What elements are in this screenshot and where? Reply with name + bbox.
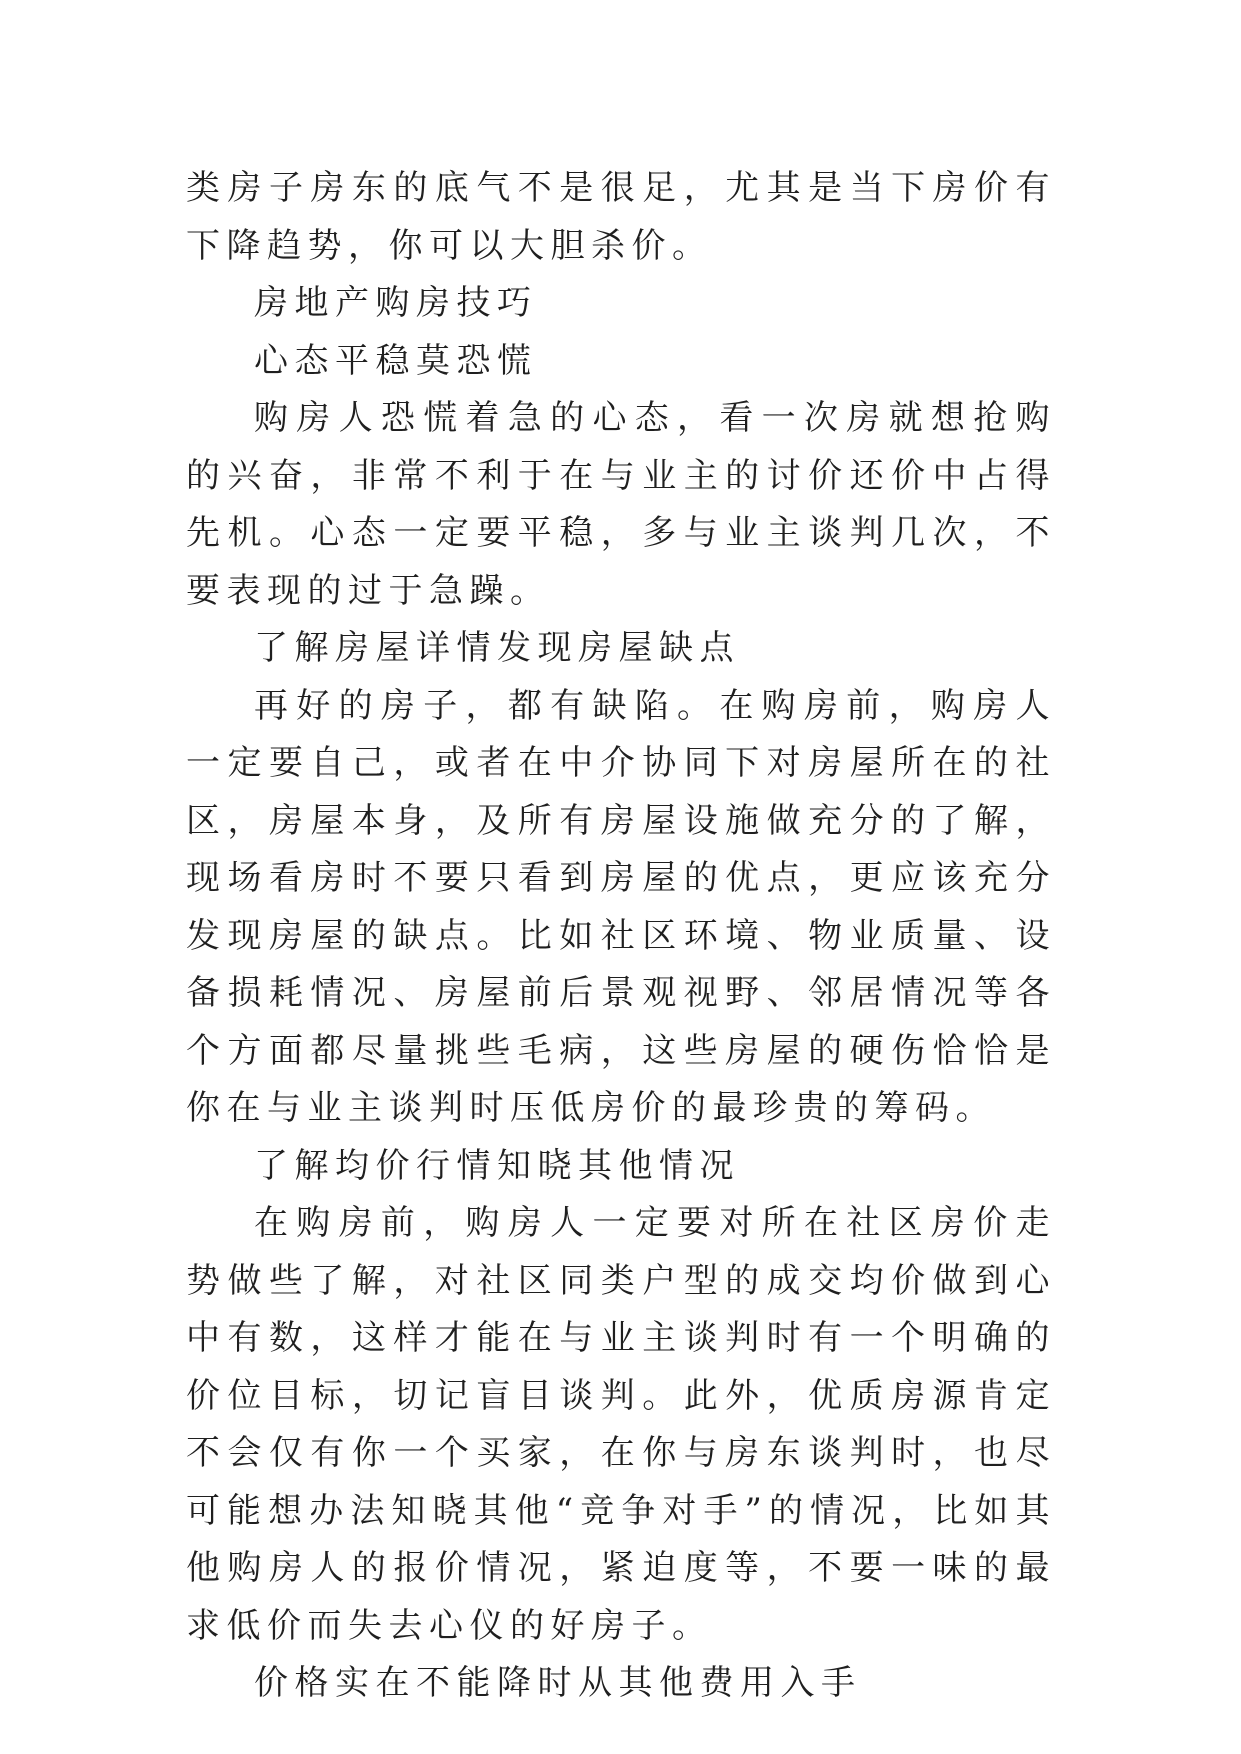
subheading-find-defects: 了解房屋详情发现房屋缺点 (254, 628, 740, 668)
document-body (186, 160, 1056, 1713)
subheading-market-prices: 了解均价行情知晓其他情况 (254, 1145, 740, 1186)
heading-home-buying-tips: 房地产购房技巧 (254, 283, 538, 323)
paragraph-find-defects: 再好的房子，都有缺陷。在购房前，购房人一定要自己，或者在中介协同下对房屋所在的社区，房屋本身，及所有房屋设施做充分的了解，现场看房时不要只看到房屋的优点，更应该充分发现房屋的缺点。比如社区环境、物业质量、设备损耗情况、房屋前后景观视野、邻居情况等各个方面都尽量挑些毛病，这些房屋的硬伤恰恰是你在与业主谈判时压低房价的最珍贵的筹码。 (186, 685, 1056, 1128)
paragraph-continuation: 类房子房东的底气不是很足，尤其是当下房价有下降趋势，你可以大胆杀价。 (186, 168, 1056, 266)
subheading-stay-calm: 心态平稳莫恐慌 (254, 340, 538, 381)
subheading-other-fees: 价格实在不能降时从其他费用入手 (254, 1663, 862, 1703)
paragraph-market-prices: 在购房前，购房人一定要对所在社区房价走势做些了解，对社区同类户型的成交均价做到心中有数，这样才能在与业主谈判时有一个明确的价位目标，切记盲目谈判。此外，优质房源肯定不会仅有你一个买家，在你与房东谈判时，也尽可能想办法知晓其他“竞争对手”的情况，比如其他购房人的报价情况，紧迫度等，不要一味的最求低价而失去心仪的好房子。 (186, 1203, 1056, 1646)
paragraph-stay-calm: 购房人恐慌着急的心态，看一次房就想抢购的兴奋，非常不利于在与业主的讨价还价中占得先机。心态一定要平稳，多与业主谈判几次，不要表现的过于急躁。 (186, 398, 1056, 611)
